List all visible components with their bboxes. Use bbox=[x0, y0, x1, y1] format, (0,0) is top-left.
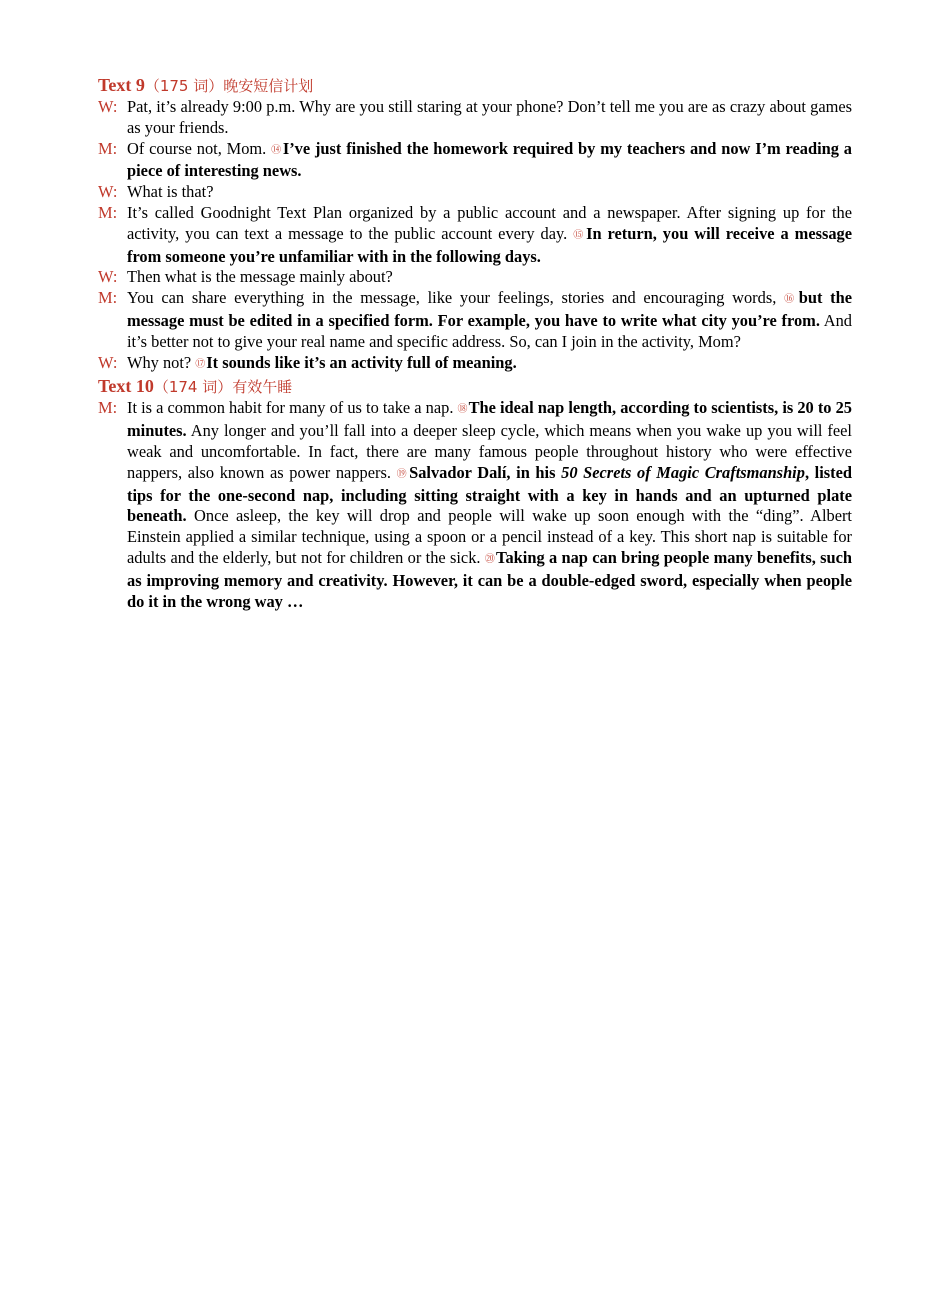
speaker-label: M: bbox=[98, 202, 118, 222]
document-page bbox=[98, 74, 852, 612]
speaker-label: M: bbox=[98, 288, 118, 308]
dialogue-line bbox=[98, 139, 852, 183]
sections-container bbox=[98, 74, 852, 612]
dialogue-text: You can share everything in the message, like your feelings, stories and encouraging words, bbox=[127, 288, 785, 308]
speaker-label: W: bbox=[98, 352, 118, 372]
section-title-cn: （174 词）有效午睡 bbox=[153, 378, 293, 397]
key-sentence: The ideal nap length, according to scientists, is 20 to 25 minutes. bbox=[127, 398, 852, 441]
speech-text bbox=[127, 139, 852, 183]
key-sentence: It sounds like it’s an activity full of meaning. bbox=[206, 352, 517, 372]
key-sentence: , listed tips for the one-second nap, including sitting straight with a key in hands and an upturned plate beneath. bbox=[127, 462, 852, 526]
dialogue-line bbox=[98, 267, 852, 288]
dialogue-line bbox=[98, 182, 852, 203]
speech-text bbox=[127, 288, 852, 352]
speech-text bbox=[127, 353, 852, 376]
section-title-cn: （175 词）晚安短信计划 bbox=[144, 77, 314, 95]
key-sentence: I’ve just finished the homework required by my teachers and now I’m reading a piece of interesting news. bbox=[127, 138, 853, 181]
dialogue-text: It’s called Goodnight Text Plan organized by a public account and a newspaper. After signing up for the activity, you can text a message to the public account every day. bbox=[127, 202, 852, 243]
dialogue-line bbox=[98, 203, 852, 267]
question-number-marker: ⑭ bbox=[271, 144, 282, 156]
section-title-en: Text 9 bbox=[98, 75, 145, 95]
question-number-marker: ⑯ bbox=[784, 294, 798, 306]
question-number-marker: ⑳ bbox=[484, 553, 496, 565]
dialogue-text: What is that? bbox=[127, 182, 214, 202]
key-sentence: 50 Secrets of Magic Craftsmanship bbox=[561, 462, 805, 482]
speaker-label: W: bbox=[98, 267, 118, 287]
speaker-label: W: bbox=[98, 97, 118, 116]
speaker-label: M: bbox=[98, 138, 118, 158]
question-number-marker: ⑮ bbox=[573, 229, 586, 241]
speaker-label: W: bbox=[98, 182, 118, 202]
section-heading bbox=[98, 74, 852, 97]
dialogue-line bbox=[98, 97, 852, 139]
dialogue-line bbox=[98, 288, 852, 352]
key-sentence: Salvador Dalí, in his bbox=[409, 462, 562, 482]
speech-text bbox=[127, 182, 852, 203]
dialogue-text: It is a common habit for many of us to take a nap. bbox=[127, 398, 458, 418]
key-sentence: In return, you will receive a message from someone you’re unfamiliar with in the following days. bbox=[127, 223, 853, 266]
section-heading bbox=[98, 375, 852, 398]
dialogue-line bbox=[98, 398, 852, 612]
speaker-label: M: bbox=[98, 398, 118, 418]
question-number-marker: ⑲ bbox=[396, 468, 409, 480]
speech-text bbox=[127, 97, 852, 139]
key-sentence: but the message must be edited in a specified form. For example, you have to write what city you’re from. bbox=[127, 288, 853, 330]
question-number-marker: ⑱ bbox=[457, 404, 468, 416]
dialogue-text: Then what is the message mainly about? bbox=[127, 267, 393, 287]
section-title-en: Text 10 bbox=[98, 376, 154, 397]
speech-text bbox=[127, 267, 852, 288]
dialogue-text: Why not? bbox=[127, 352, 196, 372]
dialogue-text: Once asleep, the key will drop and people will wake up soon enough with the “ding”. Albert Einstein applied a similar technique, using a spoon or a pencil instead of a key. This short nap is suitable for adults and the elderly, but not for children or the sick. bbox=[127, 506, 852, 567]
dialogue-text: Any longer and you’ll fall into a deeper sleep cycle, which means when you wake up you will feel weak and uncomfortable. In fact, there are many famous people throughout history who were effective nappers, also known as power nappers. bbox=[127, 421, 852, 482]
dialogue-text: And it’s better not to give your real name and specific address. So, can I join in the activity, Mom? bbox=[127, 310, 852, 351]
question-number-marker: ⑰ bbox=[195, 358, 206, 370]
dialogue-text: Of course not, Mom. bbox=[127, 138, 272, 158]
dialogue-line bbox=[98, 353, 852, 376]
speech-text bbox=[127, 398, 852, 612]
key-sentence: Taking a nap can bring people many benefits, such as improving memory and creativity. However, it can be a double-edged sword, especially when people do it in the wrong way … bbox=[127, 547, 852, 611]
speech-text bbox=[127, 203, 852, 267]
dialogue-text: Pat, it’s already 9:00 p.m. Why are you still staring at your phone? Don’t tell me you are as crazy about games as your friends. bbox=[127, 97, 852, 137]
